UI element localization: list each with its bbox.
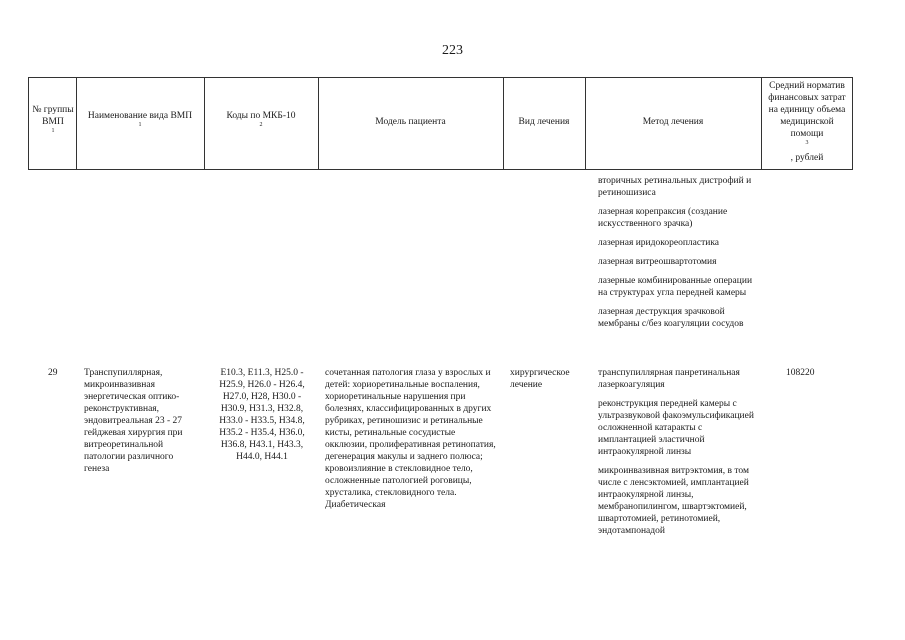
row-29-avg-cost: 108220 — [786, 368, 815, 378]
col-divider — [852, 77, 853, 169]
header-treatment-method: Метод лечения — [642, 117, 704, 128]
row-29-patient-model: сочетанная патология глаза у взрослых и детей: хориоретинальные воспаления, хориоретинальные нарушения при болезнях, классифицированных в других рубриках, ретиношизис и ретинальные кисты, ретинальные сосудистые окклюзии, пролиферативная ретинопатия, дегенерация макулы и заднего полюса; кровоизлияние в стекловидное тело, осложненные патологией роговицы, хрусталика, стекловидного тела. Диабетическая — [325, 368, 496, 510]
header-bottom-border — [28, 169, 853, 170]
header-avg-cost: Средний норматив финансовых затрат на единицу объема медицинской помощи $^3$ , рублей — [768, 81, 846, 163]
method-item: лазерная иридокореопластика — [598, 238, 720, 248]
header-vmp-name: Наименование вида ВМП $^1$ — [87, 111, 193, 128]
row-29-group-no: 29 — [48, 368, 58, 378]
row-29-treatment-type: хирургическое лечение — [510, 368, 570, 390]
row-29-methods — [598, 367, 760, 544]
header-treatment-type: Вид лечения — [518, 117, 570, 128]
method-item: микроинвазивная витрэктомия, в том числе с ленсэктомией, имплантацией интраокулярной линзы, мембранопилингом, швартэктомией, швартотомией, ретинотомией, эндотампонадой — [598, 466, 749, 536]
method-item: транспупиллярная панретинальная лазеркоагуляция — [598, 368, 740, 390]
method-item: реконструкция передней камеры с ультразвуковой факоэмульсификацией осложненной катаракты с имплантацией эластичной интраокулярной линзы — [598, 399, 754, 457]
page-number: 223 — [442, 43, 463, 58]
method-item: лазерные комбинированные операции на структурах угла передней камеры — [598, 276, 753, 298]
header-group-no: № группы ВМП $^1$ — [32, 105, 74, 134]
row-29-vmp-name: Транспупиллярная, микроинвазивная энергетическая оптико-реконструктивная, эндовитреальная 23 - 27 гейджевая хирургия при витреоретинальной патологии различного генеза — [84, 368, 183, 474]
method-item: лазерная корепраксия (создание искусственного зрачка) — [598, 207, 728, 229]
method-item: лазерная деструкция зрачковой мембраны с/без коагуляции сосудов — [598, 307, 744, 329]
col-divider — [761, 77, 762, 169]
method-item: лазерная витреошвартотомия — [598, 257, 717, 267]
header-icd-codes: Коды по МКБ-10 $^2$ — [226, 111, 296, 128]
header-patient-model: Модель пациента — [375, 117, 446, 128]
col-divider — [28, 77, 29, 169]
method-item: вторичных ретинальных дистрофий и ретиношизиса — [598, 176, 752, 198]
row-29-icd-codes: E10.3, E11.3, H25.0 - H25.9, H26.0 - H26.4, H27.0, H28, H30.0 - H30.9, H31.3, H32.8, H33.0 - H33.5, H34.8, H35.2 - H35.4, H36.0, H36.8, H43.1, H43.3, H44.0, H44.1 — [219, 368, 305, 462]
continued-methods — [598, 175, 760, 337]
